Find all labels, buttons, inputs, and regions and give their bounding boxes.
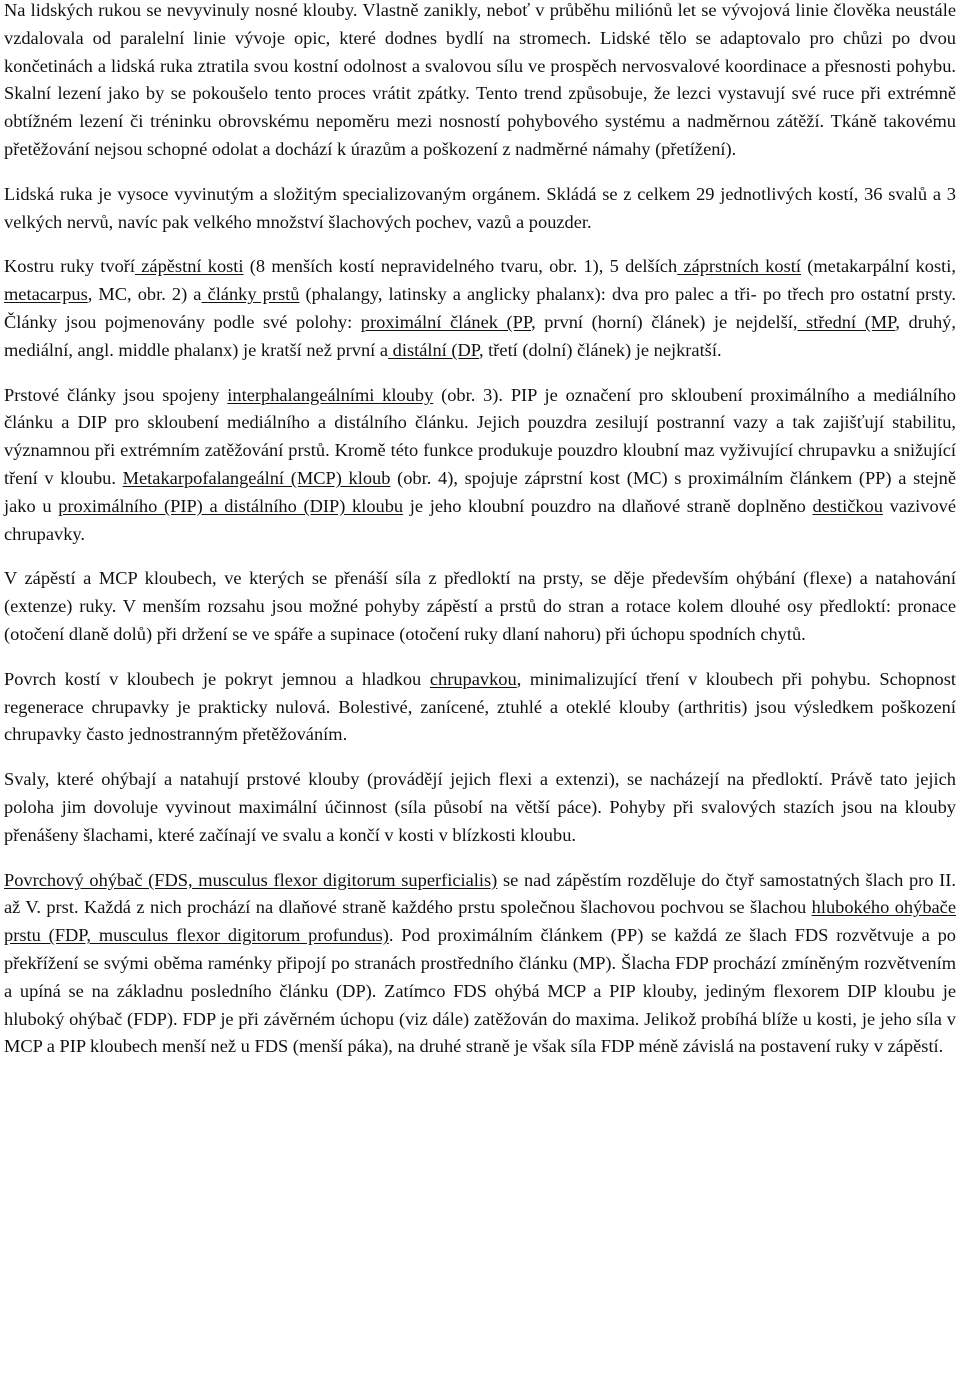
underlined-term: zápěstní kosti <box>135 256 244 277</box>
text-run: se nad zápěstím rozděluje do čtyř samostatných šlach pro II. až V. prst. Každá z nich prochází na dlaňové straně každého prstu společnou šlachovou pochvou se šlachou <box>4 869 956 918</box>
paragraph-finger-joints <box>4 382 956 549</box>
text-run: (phalangy, latinsky a anglicky phalanx): dva pro palec a tři- po třech pro ostatní prsty. Články jsou pojmenovány podle své polohy: <box>4 284 956 332</box>
underlined-term: destičkou <box>812 495 883 516</box>
paragraph-flexors <box>4 867 956 1062</box>
underlined-term: metacarpus <box>4 284 88 305</box>
underlined-term: Metakarpofalangeální (MCP) kloub <box>122 467 391 488</box>
text-run: , minimalizující tření v kloubech při pohybu. Schopnost regenerace chrupavky je prakticky nulová. Bolestivé, zanícené, ztuhlé a oteklé klouby (arthritis) jsou výsledkem poškození chrupavky často jednostranným přetěžováním. <box>4 668 956 745</box>
paragraph-hand-skeleton <box>4 253 956 364</box>
text-run: (obr. 4), spojuje záprstní kost (MC) s proximálním článkem (PP) a stejně jako u <box>4 467 956 516</box>
paragraph-intro <box>4 0 956 164</box>
text-run: (8 menších kostí nepravidelného tvaru, obr. 1), 5 delších <box>243 256 678 277</box>
text-run: Kostru ruky tvoří <box>4 256 135 277</box>
text-run: vazivové chrupavky. <box>4 495 956 544</box>
text-run: (obr. 3). PIP je označení pro skloubení proximálního a mediálního článku a DIP pro skloubení mediálního a distálního článku. Jejich pouzdra zesilují postranní vazy a tak zajišťují stabilitu, významnou při extrémním zatěžování prstů. Kromě této funkce produkuje pouzdro kloubní maz vyživující chrupavku a snižující tření v kloubu. <box>4 384 957 488</box>
underlined-term: interphalangeálními klouby <box>227 384 434 405</box>
text-run: je jeho kloubní pouzdro na dlaňové straně doplněno <box>403 495 813 516</box>
text-run: , třetí (dolní) článek) je nejkratší. <box>478 339 722 360</box>
text-run: Svaly, které ohýbají a natahují prstové klouby (provádějí jejich flexi a extenzi), se nacházejí na předloktí. Právě tato jejich poloha jim dovoluje vyvinout maximální účinnost (síla působí na větší páce). Pohyby při svalových stazích jsou na klouby přenášeny šlachami, které začínají ve svalu a končí v kosti v blízkosti kloubu. <box>4 769 956 845</box>
paragraph-cartilage <box>4 666 956 749</box>
paragraph-wrist-movements <box>4 565 956 648</box>
underlined-term: proximální článek (PP <box>360 311 532 332</box>
underlined-term: Povrchový ohýbač (FDS, musculus flexor digitorum superficialis) <box>4 869 498 890</box>
text-run: Lidská ruka je vysoce vyvinutým a složitým specializovaným orgánem. Skládá se z celkem 29 jednotlivých kostí, 36 svalů a 3 velkých nervů, navíc pak velkého množství šlachových pochev, vazů a pouzder. <box>4 183 956 232</box>
text-run: Povrch kostí v kloubech je pokryt jemnou a hladkou <box>4 668 430 689</box>
underlined-term: chrupavkou <box>429 668 517 689</box>
underlined-term: střední (MP <box>797 311 896 332</box>
text-run: Prstové články jsou spojeny <box>4 384 228 405</box>
text-run: , druhý, mediální, angl. middle phalanx) je kratší než první a <box>4 311 956 360</box>
text-run: Na lidských rukou se nevyvinuly nosné klouby. Vlastně zanikly, neboť v průběhu miliónů let se vývojová linie člověka neustále vzdalovala od paralelní linie vývoje opic, které dodnes bydlí na stromech. Lidské tělo se adaptovalo pro chůzi po dvou končetinách a lidská ruka ztratila svou kostní odolnost a svalovou sílu ve prospěch nervosvalové koordinace a přesnosti pohybu. Skalní lezení jako by se pokoušelo tento proces vrátit zpátky. Tento trend způsobuje, že lezci vystavují své ruce při extrémně obtížném lezení či tréninku obrovskému nepoměru mezi nosností pohybového systému a nadměrnou zátěží. Tkáně takovému přetěžování nejsou schopné odolat a dochází k úrazům a poškození z nadměrné námahy (přetížení). <box>4 0 956 159</box>
text-run: . Pod proximálním článkem (PP) se každá ze šlach FDS rozvětvuje a po překřížení se svými oběma raménky připojí po stranách prostředního článku (MP). Šlacha FDP prochází zmíněným rozvětvením a upíná se na základnu posledního článku (DP). Zatímco FDS ohýbá MCP a PIP klouby, jediným flexorem DIP kloubu je hluboký ohýbač (FDP). FDP je při závěrném úchopu (viz dále) zatěžován do maxima. Jelikož probíhá blíže u kosti, je jeho síla v MCP a PIP kloubech menší než u FDS (menší páka), na druhé straně je však síla FDP méně závislá na postavení ruky v zápěstí. <box>4 925 956 1057</box>
underlined-term: záprstních kostí <box>677 256 801 277</box>
underlined-term: hlubokého ohýbače prstu (FDP, musculus flexor digitorum profundus) <box>4 897 956 946</box>
underlined-term: distální (DP <box>388 339 479 360</box>
underlined-term: proximálního (PIP) a distálního (DIP) kloubu <box>58 495 404 516</box>
text-run: V zápěstí a MCP kloubech, ve kterých se přenáší síla z předloktí na prsty, se děje především ohýbání (flexe) a natahování (extenze) ruky. V menším rozsahu jsou možné pohyby zápěstí a prstů do stran a rotace kolem dlouhé osy předloktí: pronace (otočení dlaně dolů) při držení se ve spáře a supinace (otočení ruky dlaní nahoru) při úchopu spodních chytů. <box>4 568 956 644</box>
text-run: , první (horní) článek) je nejdelší, <box>531 311 798 332</box>
paragraph-muscles <box>4 766 956 849</box>
underlined-term: články prstů <box>201 284 300 305</box>
paragraph-hand-organ <box>4 181 956 237</box>
text-run: (metakarpální kosti, <box>801 256 956 277</box>
text-run: , MC, obr. 2) a <box>87 284 202 305</box>
